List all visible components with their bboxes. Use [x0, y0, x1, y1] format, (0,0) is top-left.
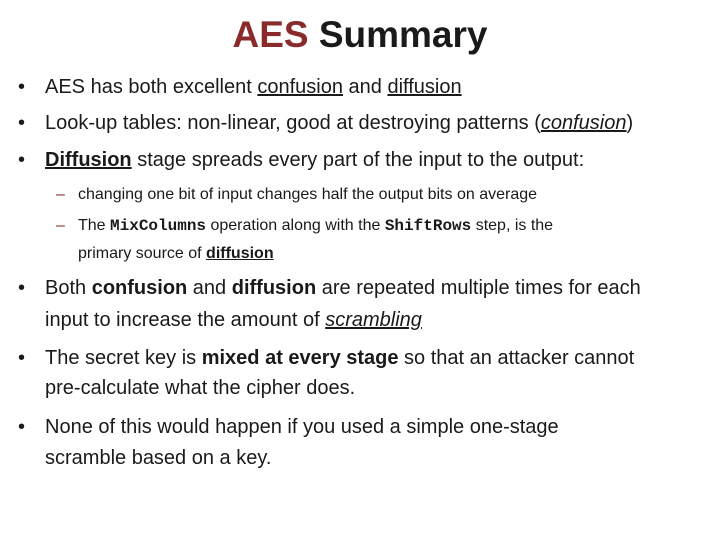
text-run: ): [626, 112, 634, 134]
bullet-4-line-2: [45, 305, 422, 336]
sub-dash: –: [56, 217, 65, 234]
bullet-4-line-1: [45, 273, 641, 304]
confusion-term: confusion: [257, 76, 343, 98]
bullet-5-line-2: pre-calculate what the cipher does.: [45, 377, 356, 399]
mixcolumns-code: MixColumns: [110, 217, 207, 235]
text-run: The: [78, 217, 111, 234]
bullet-dot: •: [18, 76, 26, 98]
bullet-dot: •: [18, 416, 26, 438]
text-run: step, is the: [471, 217, 554, 234]
bullet-dot: •: [18, 112, 26, 134]
confusion-term: confusion: [540, 112, 627, 134]
text-run: AES has both excellent: [45, 76, 258, 98]
scrambling-term: scrambling: [325, 309, 422, 331]
text-run: Look-up tables: non-linear, good at destroying patterns (: [45, 112, 541, 134]
bullet-1-text: [45, 72, 462, 103]
confusion-term: confusion: [91, 277, 188, 299]
bullet-5-line-1: [45, 343, 634, 374]
text-run: stage spreads every part of the input to the output:: [131, 149, 585, 171]
text-run: and: [342, 76, 388, 98]
text-run: Both: [45, 277, 92, 299]
text-run: so that an attacker cannot: [398, 347, 635, 369]
bullet-dot: •: [18, 149, 26, 171]
text-run: are repeated multiple times for each: [316, 277, 641, 299]
sub-bullet-1-text: changing one bit of input changes half the output bits on average: [78, 186, 538, 203]
text-run: and: [187, 277, 232, 299]
bullet-dot: •: [18, 347, 26, 369]
mixed-term: mixed at every stage: [201, 347, 399, 369]
bullet-6-line-2: scramble based on a key.: [45, 447, 272, 469]
title-rest: Summary: [318, 14, 488, 55]
text-run: input to increase the amount of: [45, 309, 326, 331]
shiftrows-code: ShiftRows: [384, 217, 472, 235]
sub-dash: –: [56, 186, 65, 203]
sub-bullet-2-line-1: [78, 212, 553, 240]
text-run: The secret key is: [45, 347, 202, 369]
slide-title: [0, 10, 720, 60]
diffusion-term: Diffusion: [45, 149, 132, 171]
bullet-3-text: [45, 145, 584, 176]
bullet-dot: •: [18, 277, 26, 299]
diffusion-term: diffusion: [387, 76, 462, 98]
sub-bullet-2-line-2: [78, 240, 274, 268]
diffusion-term: diffusion: [231, 277, 317, 299]
text-run: primary source of: [78, 245, 207, 262]
bullet-6-line-1: None of this would happen if you used a simple one-stage: [45, 416, 559, 438]
text-run: operation along with the: [206, 217, 385, 234]
title-accent: AES: [232, 14, 309, 55]
bullet-2-text: [45, 108, 633, 139]
diffusion-term: diffusion: [206, 245, 274, 262]
